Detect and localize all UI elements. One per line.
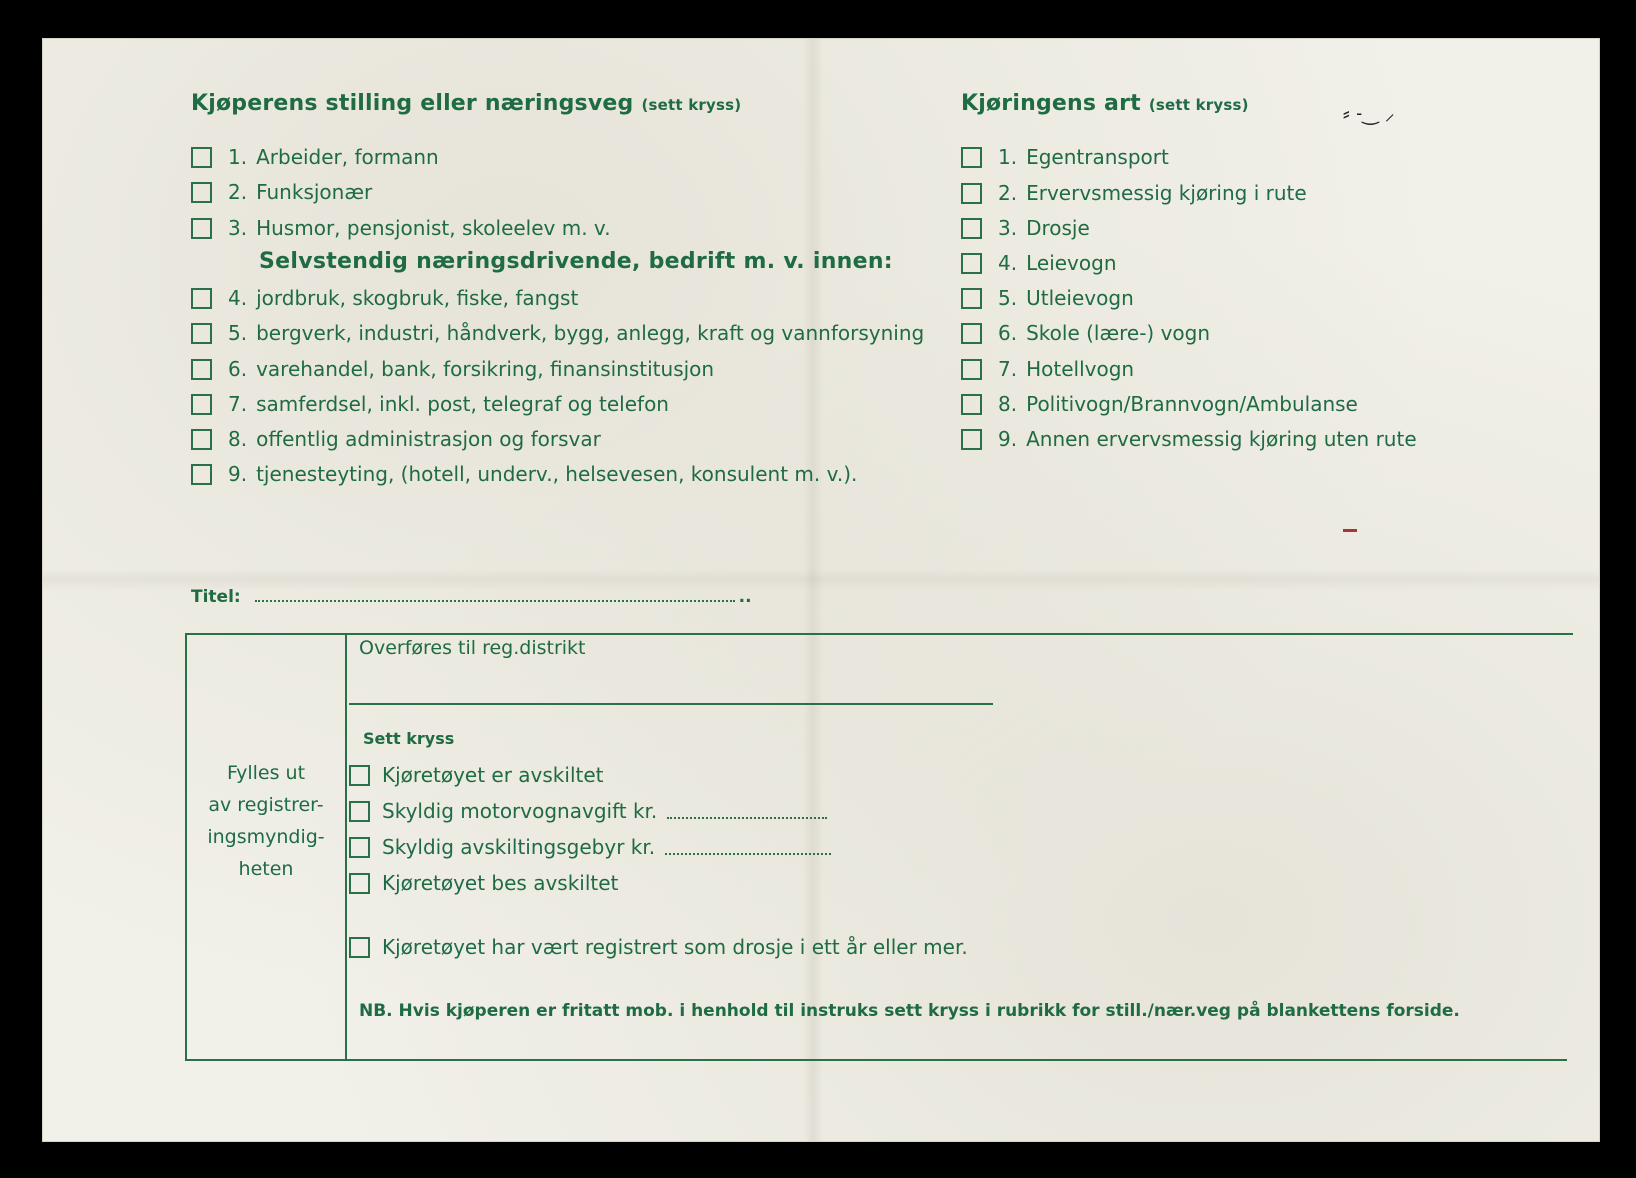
checkbox[interactable] — [191, 147, 212, 168]
check-label: Kjøretøyet bes avskiltet — [382, 871, 619, 895]
side-label-line: Fylles ut — [226, 762, 306, 784]
checkbox[interactable] — [349, 837, 370, 858]
checkbox[interactable] — [191, 359, 212, 380]
option-number: 5. — [998, 286, 1018, 310]
option-label: Husmor, pensjonist, skoleelev m. v. — [256, 216, 611, 240]
side-label-line: av registrer- — [208, 794, 324, 816]
option-number: 9. — [228, 462, 248, 486]
buyer-occupation-heading — [191, 91, 741, 116]
option-number: 7. — [228, 392, 248, 416]
option-number: 4. — [228, 286, 248, 310]
option-label: Egentransport — [1026, 145, 1169, 169]
checkbox[interactable] — [191, 394, 212, 415]
occupation-option-5[interactable] — [191, 321, 924, 345]
check-motor-vehicle-fee[interactable] — [349, 799, 827, 823]
checkbox[interactable] — [191, 182, 212, 203]
option-label: Skole (lære-) vogn — [1026, 321, 1211, 345]
driving-option-8[interactable] — [961, 392, 1358, 416]
option-number: 9. — [998, 427, 1018, 451]
driving-option-7[interactable] — [961, 357, 1134, 381]
nb-note: NB. Hvis kjøperen er fritatt mob. i henhold til instruks sett kryss i rubrikk for still./nær.veg på blankettens forside. — [359, 1001, 1460, 1021]
option-label: Ervervsmessig kjøring i rute — [1026, 181, 1307, 205]
side-label-line: heten — [238, 858, 294, 880]
driving-option-4[interactable] — [961, 251, 1117, 275]
option-number: 8. — [998, 392, 1018, 416]
title-field[interactable] — [191, 587, 752, 607]
option-label: Leievogn — [1026, 251, 1117, 275]
red-mark — [1343, 529, 1357, 532]
checkbox[interactable] — [349, 765, 370, 786]
driving-option-3[interactable] — [961, 216, 1090, 240]
driving-option-1[interactable] — [961, 145, 1169, 169]
option-number: 8. — [228, 427, 248, 451]
check-deregistration-fee[interactable] — [349, 835, 831, 859]
option-label: Arbeider, formann — [256, 145, 439, 169]
option-number: 2. — [228, 180, 248, 204]
form-sheet — [42, 38, 1600, 1142]
side-label-line: ingsmyndig- — [207, 826, 325, 848]
occupation-option-9[interactable] — [191, 462, 857, 486]
box-divider-line — [345, 633, 347, 1061]
check-taxi-registered[interactable] — [349, 935, 968, 959]
option-label: jordbruk, skogbruk, fiske, fangst — [256, 286, 579, 310]
buyer-occupation-title: Kjøperens stilling eller næringsveg — [191, 91, 634, 116]
title-dotted-line[interactable] — [255, 600, 735, 602]
checkbox[interactable] — [961, 429, 982, 450]
option-number: 4. — [998, 251, 1018, 275]
checkbox[interactable] — [191, 464, 212, 485]
occupation-option-1[interactable] — [191, 145, 439, 169]
option-number: 1. — [228, 145, 248, 169]
driving-option-2[interactable] — [961, 181, 1307, 205]
check-label: Skyldig motorvognavgift kr. — [382, 799, 658, 823]
occupation-option-2[interactable] — [191, 180, 372, 204]
option-label: Annen ervervsmessig kjøring uten rute — [1026, 427, 1417, 451]
buyer-occupation-note: (sett kryss) — [641, 96, 742, 114]
check-label: Kjøretøyet er avskiltet — [382, 763, 604, 787]
option-label: Funksjonær — [256, 180, 373, 204]
box-left-line — [185, 633, 187, 1061]
option-number: 3. — [998, 216, 1018, 240]
option-label: bergverk, industri, håndverk, bygg, anlegg, kraft og vannforsyning — [256, 321, 925, 345]
driving-type-title: Kjøringens art — [961, 91, 1141, 116]
driving-option-5[interactable] — [961, 286, 1134, 310]
checkbox[interactable] — [191, 218, 212, 239]
option-label: Utleievogn — [1026, 286, 1134, 310]
driving-option-6[interactable] — [961, 321, 1210, 345]
checkbox[interactable] — [191, 429, 212, 450]
title-dots-end: .. — [738, 587, 752, 607]
fee-amount-dotted-line[interactable] — [665, 853, 831, 855]
option-label: varehandel, bank, forsikring, finansinstitusjon — [256, 357, 715, 381]
option-number: 6. — [998, 321, 1018, 345]
check-label: Skyldig avskiltingsgebyr kr. — [382, 835, 656, 859]
ink-smudge: ⸗ ˗‿ ⸝ — [1343, 101, 1395, 125]
checkbox[interactable] — [961, 323, 982, 344]
checkbox[interactable] — [961, 288, 982, 309]
checkbox[interactable] — [961, 183, 982, 204]
title-label: Titel: — [191, 587, 241, 607]
checkbox[interactable] — [349, 937, 370, 958]
authority-side-label — [189, 757, 343, 885]
check-request-deregistration[interactable] — [349, 871, 618, 895]
option-number: 5. — [228, 321, 248, 345]
checkbox[interactable] — [961, 394, 982, 415]
checkbox[interactable] — [961, 218, 982, 239]
check-label: Kjøretøyet har vært registrert som drosje i ett år eller mer. — [382, 935, 968, 959]
checkbox[interactable] — [349, 873, 370, 894]
option-label: samferdsel, inkl. post, telegraf og telefon — [256, 392, 669, 416]
checkbox[interactable] — [191, 323, 212, 344]
occupation-option-4[interactable] — [191, 286, 578, 310]
option-number: 7. — [998, 357, 1018, 381]
driving-type-heading — [961, 91, 1249, 116]
transfer-district-line[interactable] — [349, 703, 993, 705]
fee-amount-dotted-line[interactable] — [667, 817, 827, 819]
option-label: Drosje — [1026, 216, 1090, 240]
option-number: 2. — [998, 181, 1018, 205]
occupation-option-7[interactable] — [191, 392, 669, 416]
option-number: 3. — [228, 216, 248, 240]
checklist-title: Sett kryss — [363, 729, 455, 748]
occupation-option-8[interactable] — [191, 427, 601, 451]
occupation-option-3[interactable] — [191, 216, 611, 240]
driving-type-note: (sett kryss) — [1148, 96, 1249, 114]
option-label: Politivogn/Brannvogn/Ambulanse — [1026, 392, 1358, 416]
checkbox[interactable] — [961, 359, 982, 380]
option-label: tjenesteyting, (hotell, underv., helsevesen, konsulent m. v.). — [256, 462, 858, 486]
occupation-option-6[interactable] — [191, 357, 714, 381]
box-bottom-line — [185, 1059, 1567, 1061]
option-label: offentlig administrasjon og forsvar — [256, 427, 601, 451]
option-label: Hotellvogn — [1026, 357, 1135, 381]
check-deregistered[interactable] — [349, 763, 604, 787]
checkbox[interactable] — [961, 147, 982, 168]
option-number: 1. — [998, 145, 1018, 169]
checkbox[interactable] — [961, 253, 982, 274]
option-number: 6. — [228, 357, 248, 381]
checkbox[interactable] — [191, 288, 212, 309]
transfer-label: Overføres til reg.distrikt — [359, 637, 586, 659]
box-top-line — [185, 633, 1573, 635]
checkbox[interactable] — [349, 801, 370, 822]
self-employed-subheading: Selvstendig næringsdrivende, bedrift m. v. innen: — [259, 249, 893, 274]
driving-option-9[interactable] — [961, 427, 1417, 451]
